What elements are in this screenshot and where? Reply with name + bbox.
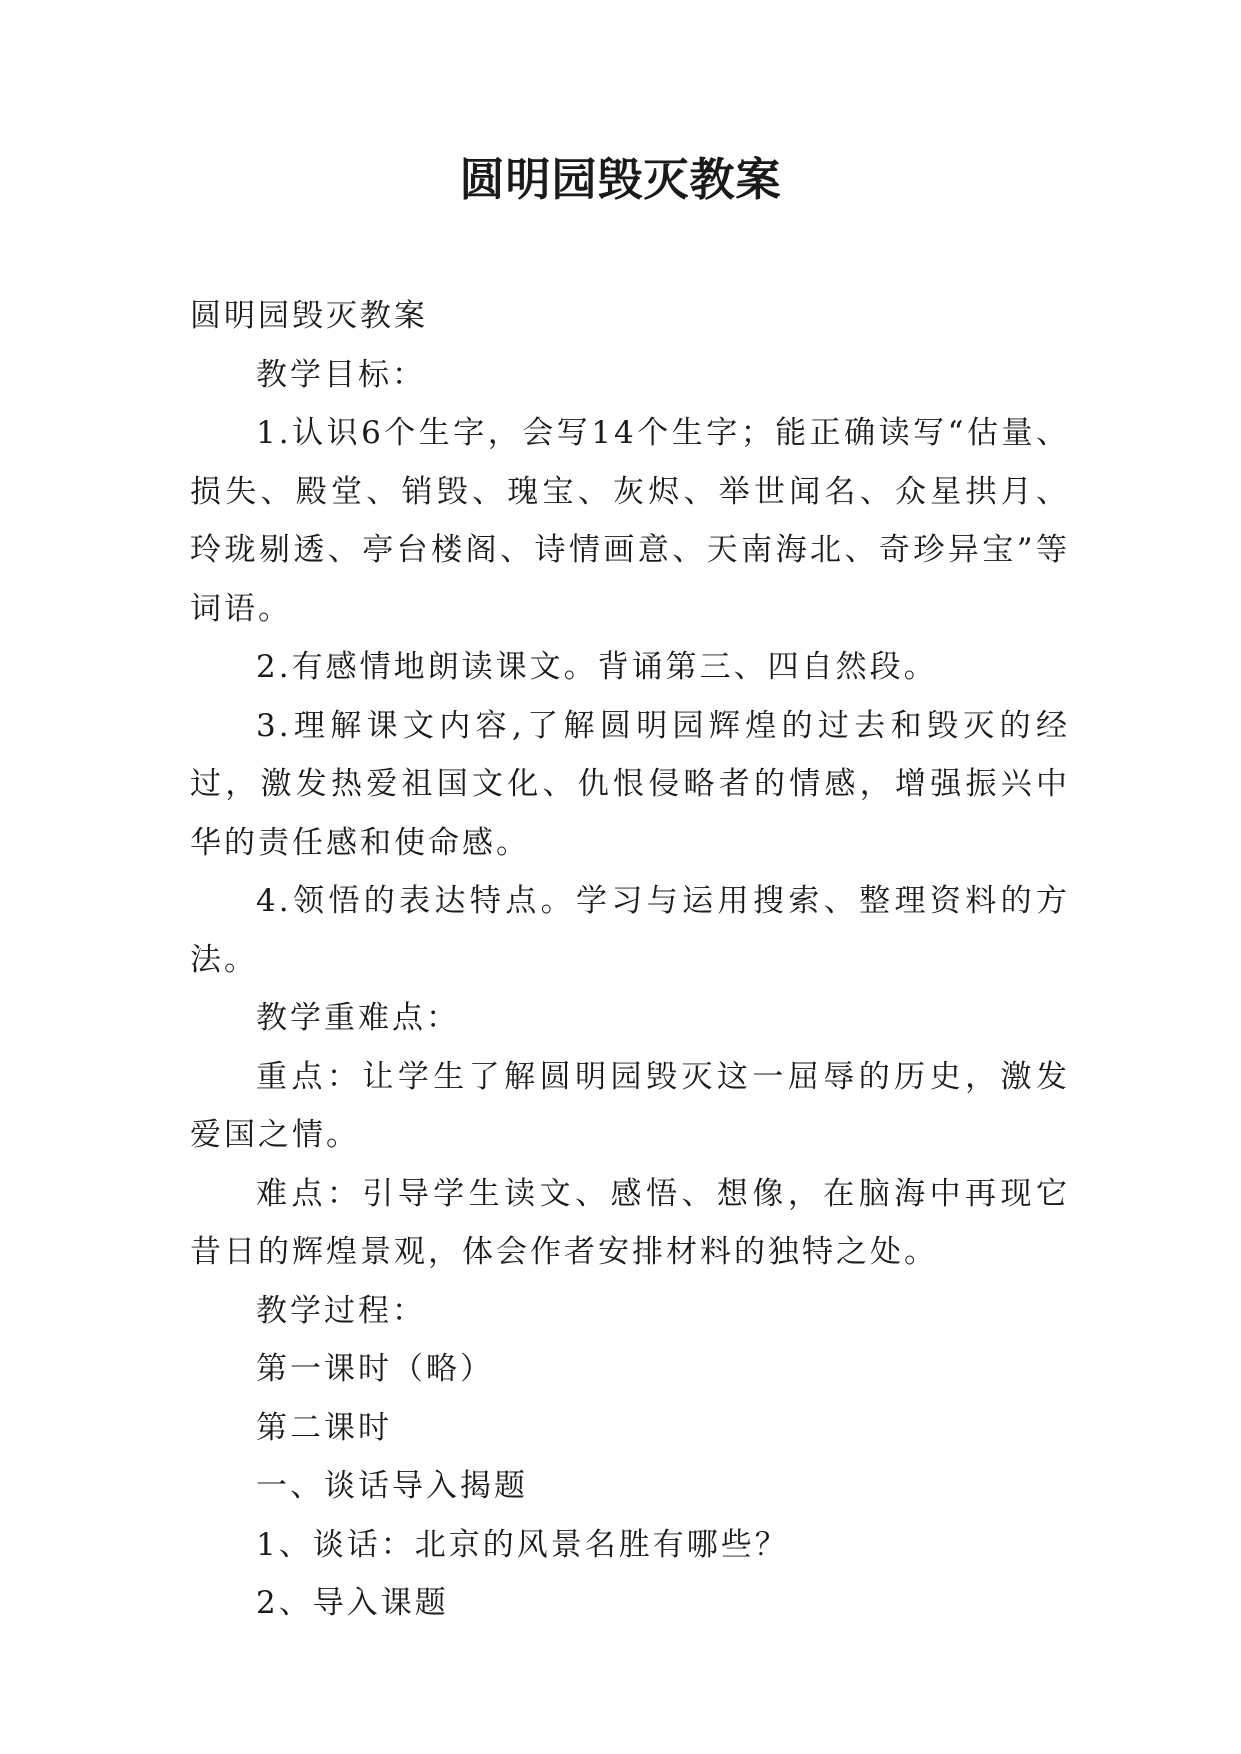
paragraph-key-points-label: 教学重难点：	[256, 1000, 460, 1036]
paragraph-section-1: 一、谈话导入揭题	[256, 1468, 528, 1504]
paragraph-goal-4: 4.领悟的表达特点。学习与运用搜索、整理资料的方法。	[190, 883, 1070, 978]
paragraph-lesson-2: 第二课时	[256, 1409, 392, 1446]
document-body	[190, 287, 1070, 1633]
paragraph-key-point: 重点：让学生了解圆明园毁灭这一屈辱的历史，激发爱国之情。	[190, 1058, 1070, 1153]
paragraph-goal-3: 3.理解课文内容,了解圆明园辉煌的过去和毁灭的经过，激发热爱祖国文化、仇恨侵略者的情感，增强振兴中华的责任感和使命感。	[190, 707, 1070, 861]
paragraph-lesson-1: 第一课时（略）	[256, 1351, 494, 1387]
paragraph-teaching-goals-label: 教学目标：	[256, 356, 426, 393]
paragraph-difficult-point: 难点：引导学生读文、感悟、想像，在脑海中再现它昔日的辉煌景观，体会作者安排材料的独特之处。	[190, 1175, 1070, 1270]
paragraph-heading: 圆明园毁灭教案	[190, 298, 428, 334]
document-title: 圆明园毁灭教案	[459, 153, 782, 206]
paragraph-process-label: 教学过程：	[256, 1292, 426, 1329]
paragraph-goal-1: 1.认识6个生字，会写14个生字；能正确读写“估量、损失、殿堂、销毁、瑰宝、灰烬、举世闻名、众星拱月、玲珑剔透、亭台楼阁、诗情画意、天南海北、奇珍异宝”等词语。	[190, 415, 1070, 627]
paragraph-goal-2: 2.有感情地朗读课文。背诵第三、四自然段。	[256, 649, 938, 685]
paragraph-step-1: 1、谈话：北京的风景名胜有哪些？	[256, 1526, 789, 1563]
paragraph-step-2: 2、导入课题	[256, 1585, 449, 1621]
